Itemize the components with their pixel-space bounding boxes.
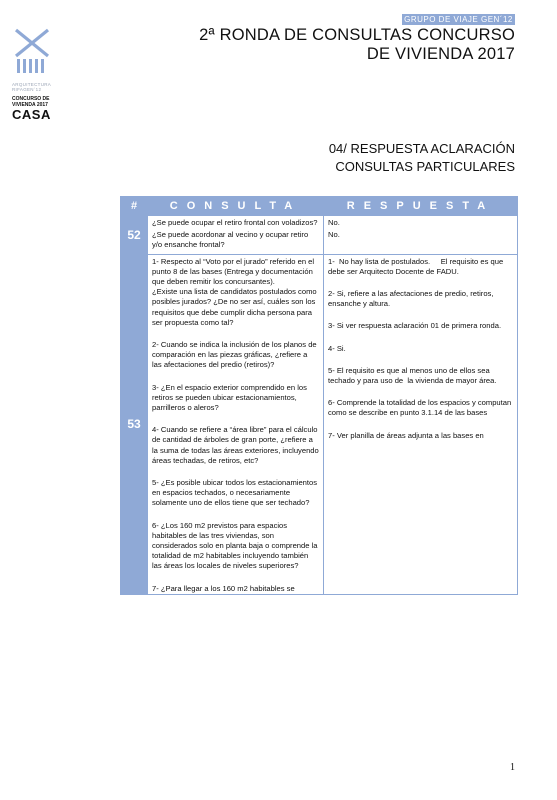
question-number: 53	[121, 254, 148, 594]
subtitle-line-1: 04/ RESPUESTA ACLARACIÓN	[328, 141, 515, 156]
section-subtitle	[329, 140, 515, 176]
table-row	[121, 216, 518, 255]
respuesta-text: 1- No hay lista de postulados. El requisito es que debe ser Arquitecto Docente de FADU.	[328, 256, 506, 276]
respuesta-text: 6- Comprende la totalidad de los espacios y computan como se describe en punto 3.1.14 de las bases	[328, 398, 514, 418]
respuesta-text: 2- Si, refiere a las afectaciones de predio, retiros, ensanche y altura.	[328, 289, 496, 309]
consulta-text: 1- Respecto al “Voto por el jurado” referido en el punto 8 de las bases (Entrega y documentación que deben remitir los concursantes). ¿Existe una lista de candidatos postulados como posibles jurados? ¿De no ser así, cuáles son los requisitos que debe cumplir dicha persona para ser propuesta como tal?	[152, 256, 317, 327]
respuesta-text: No.	[328, 230, 340, 240]
subtitle-line-2: CONSULTAS PARTICULARES	[335, 159, 515, 174]
title-line-2: DE VIVIENDA 2017	[366, 45, 515, 63]
consulta-text: 5- ¿Es posible ubicar todos los estacionamientos en espacios techados, o necesariamente solamente uno de ellos tiene que ser techado?	[152, 478, 318, 508]
header-respuesta: RESPUESTA	[324, 197, 518, 216]
respuesta-text: 4- Si.	[328, 343, 346, 353]
consulta-cell	[148, 216, 324, 255]
consultas-table	[120, 196, 518, 595]
header-number: #	[121, 197, 148, 216]
consulta-cell	[148, 254, 324, 594]
document-title	[199, 26, 515, 64]
page-number: 1	[510, 762, 515, 773]
header-consulta: CONSULTA	[148, 197, 324, 216]
consulta-text: ¿Se puede acordonar al vecino y ocupar retiro y/o ensanche frontal?	[152, 230, 309, 250]
respuesta-cell	[324, 216, 518, 255]
consulta-text: 6- ¿Los 160 m2 previstos para espacios habitables de las tres viviendas, son considerados solo en planta baja o comprende la totalidad de m2 habitables incluyendo también las áreas los locales de niveles superiores?	[152, 520, 318, 571]
logo-architecture-text: ARQUITECTURA RIFAGEN´12	[12, 82, 52, 92]
consulta-text: 4- Cuando se refiere a “área libre” para el cálculo de cantidad de árboles de gran porte, ¿refiere a la suma de todas las áreas exteriores, incluyendo áreas techadas, de retiros, etc?	[152, 425, 319, 465]
title-line-1: 2ª RONDA DE CONSULTAS CONCURSO	[199, 26, 515, 44]
consulta-text: 2- Cuando se indica la inclusión de los planos de comparación en las piezas gráficas, ¿refiere a las afectaciones del predio (retiros)?	[152, 340, 317, 370]
contest-logo	[12, 28, 72, 121]
table-body	[121, 216, 518, 595]
table-row	[121, 254, 518, 594]
table-header-row	[121, 197, 518, 216]
respuesta-text: 7- Ver planilla de áreas adjunta a las bases en	[328, 430, 484, 440]
consulta-text: ¿Se puede ocupar el retiro frontal con voladizos?	[152, 218, 318, 227]
x-mark-icon	[12, 28, 52, 74]
respuesta-text: 3- Si ver respuesta aclaración 01 de primera ronda.	[328, 321, 502, 331]
group-tag: GRUPO DE VIAJE GEN´12	[402, 14, 515, 25]
consulta-text: 7- ¿Para llegar a los 160 m2 habitables se	[152, 583, 295, 593]
logo-contest-text: CONCURSO DE VIVIENDA 2017	[12, 96, 50, 108]
consulta-text: 3- ¿En el espacio exterior comprendido en los retiros se pueden ubicar estacionamientos, parrilleros o aleros?	[152, 382, 307, 413]
question-number: 52	[121, 216, 148, 255]
logo-casa-text: CASA	[12, 107, 51, 122]
respuesta-text: No.	[328, 218, 340, 227]
respuesta-text: 5- El requisito es que al menos uno de ellos sea techado y para uso de la vivienda de mayor área.	[328, 365, 497, 386]
respuesta-cell	[324, 254, 518, 594]
